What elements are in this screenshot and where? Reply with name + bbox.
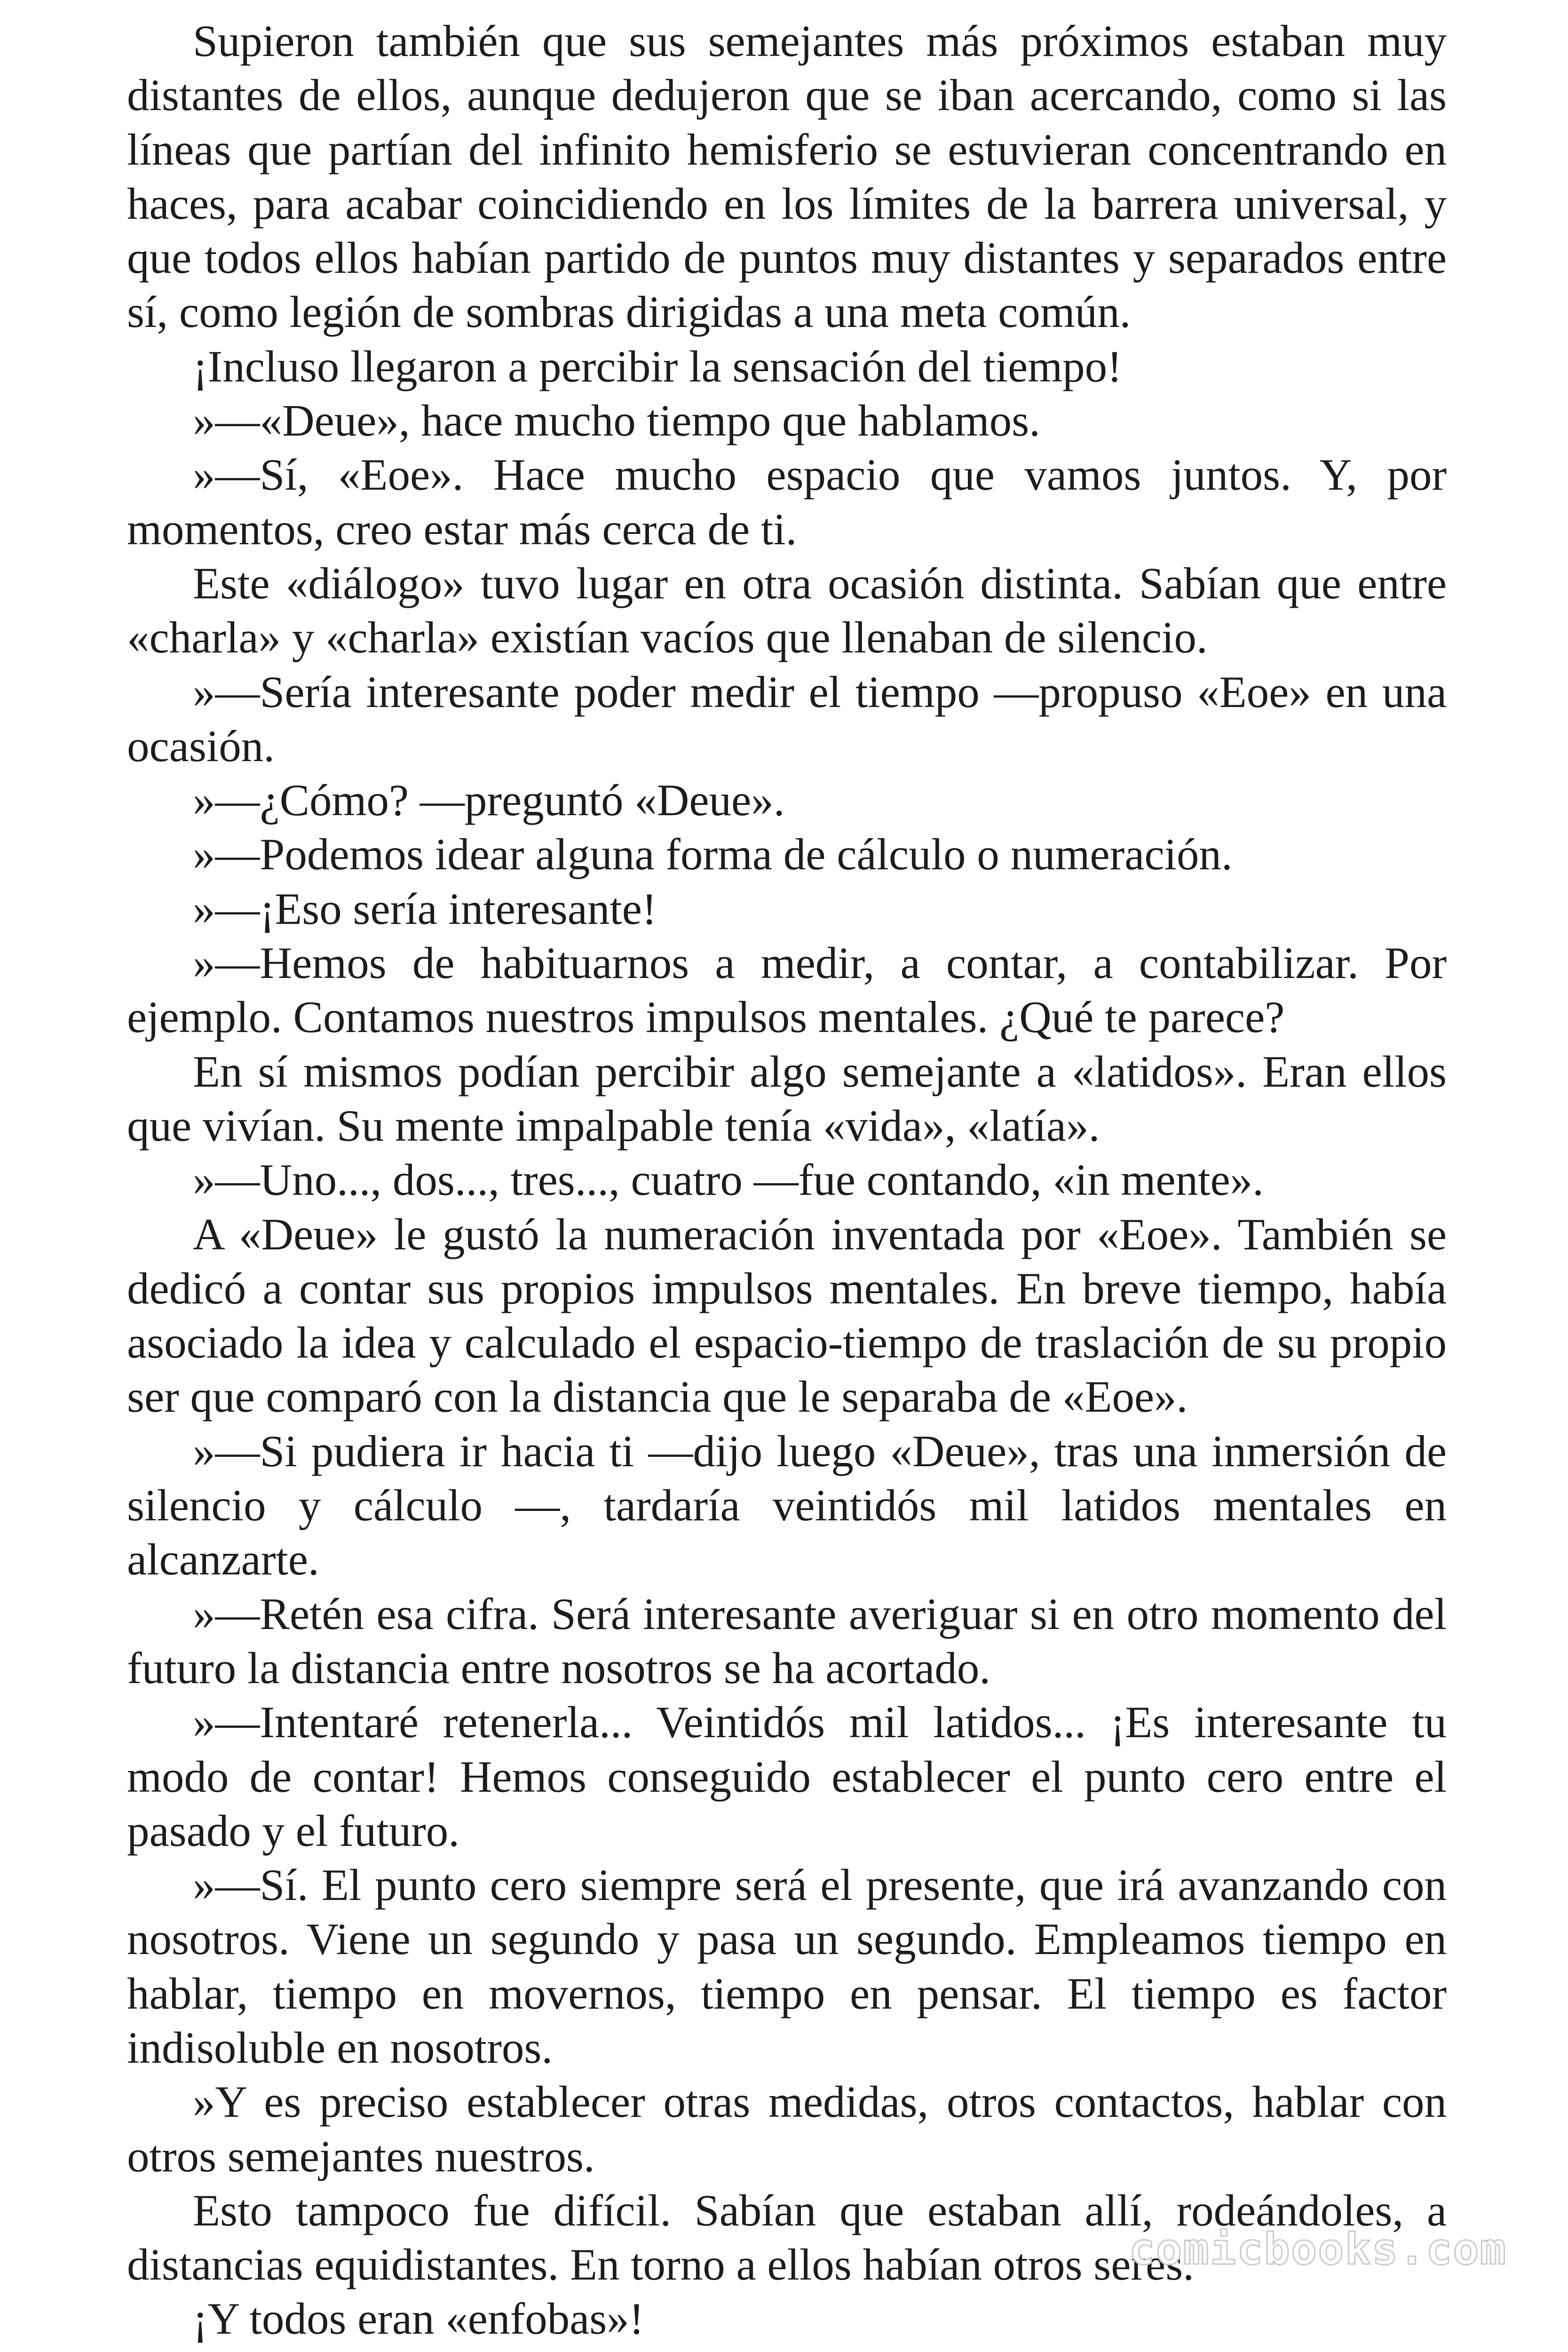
paragraph: Supieron también que sus semejantes más próximos estaban muy distantes de ellos, aunque dedujeron que se iban acercando, como si las líneas que partían del infinito hemisferio se estuvieran concentrando en haces, para acabar coincidiendo en los límites de la barrera universal, y que todos ellos habían partido de puntos muy distantes y separados entre sí, como legión de sombras dirigidas a una meta común. bbox=[127, 16, 1447, 337]
paragraph: A «Deue» le gustó la numeración inventada por «Eoe». También se dedicó a contar sus propios impulsos mentales. En breve tiempo, había asociado la idea y calculado el espacio-tiempo de traslación de su propio ser que comparó con la distancia que le separaba de «Eoe». bbox=[127, 1209, 1447, 1422]
paragraph: »—«Deue», hace mucho tiempo que hablamos. bbox=[193, 396, 1040, 446]
watermark: comicbooks.com bbox=[1129, 2224, 1507, 2274]
paragraph: »—¿Cómo? —preguntó «Deue». bbox=[193, 775, 785, 826]
paragraph: »—¡Eso sería interesante! bbox=[193, 883, 657, 934]
paragraph: »—Si pudiera ir hacia ti —dijo luego «Deue», tras una inmersión de silencio y cálculo —, tardaría veintidós mil latidos mentales en alcanzarte. bbox=[127, 1426, 1447, 1585]
page-body bbox=[127, 14, 1447, 2346]
paragraph: »—Sería interesante poder medir el tiempo —propuso «Eoe» en una ocasión. bbox=[127, 667, 1447, 771]
paragraph: »—Hemos de habituarnos a medir, a contar, a contabilizar. Por ejemplo. Contamos nuestros impulsos mentales. ¿Qué te parece? bbox=[127, 938, 1447, 1042]
paragraph: »—Retén esa cifra. Será interesante averiguar si en otro momento del futuro la distancia entre nosotros se ha acortado. bbox=[127, 1589, 1447, 1693]
paragraph: »—Sí, «Eoe». Hace mucho espacio que vamos juntos. Y, por momentos, creo estar más cerca de ti. bbox=[127, 450, 1447, 554]
paragraph: »—Intentaré retenerla... Veintidós mil latidos... ¡Es interesante tu modo de contar! Hemos conseguido establecer el punto cero entre el pasado y el futuro. bbox=[127, 1697, 1447, 1856]
paragraph: »Y es preciso establecer otras medidas, otros contactos, hablar con otros semejantes nuestros. bbox=[127, 2077, 1447, 2181]
paragraph: »—Uno..., dos..., tres..., cuatro —fue contando, «in mente». bbox=[193, 1155, 1264, 1205]
paragraph: ¡Incluso llegaron a percibir la sensación del tiempo! bbox=[193, 341, 1122, 391]
paragraph: Este «diálogo» tuvo lugar en otra ocasión distinta. Sabían que entre «charla» y «charla» existían vacíos que llenaban de silencio. bbox=[127, 558, 1447, 663]
paragraph: ¡Y todos eran «enfobas»! bbox=[193, 2294, 644, 2344]
paragraph: Esto tampoco fue difícil. Sabían que estaban allí, rodeándoles, a distancias equidistantes. En torno a ellos habían otros seres. bbox=[127, 2185, 1447, 2290]
paragraph: »—Sí. El punto cero siempre será el presente, que irá avanzando con nosotros. Viene un segundo y pasa un segundo. Empleamos tiempo en hablar, tiempo en movernos, tiempo en pensar. El tiempo es factor indisoluble en nosotros. bbox=[127, 1860, 1447, 2073]
paragraph: En sí mismos podían percibir algo semejante a «latidos». Eran ellos que vivían. Su mente impalpable tenía «vida», «latía». bbox=[127, 1046, 1447, 1151]
paragraph: »—Podemos idear alguna forma de cálculo o numeración. bbox=[193, 829, 1233, 880]
